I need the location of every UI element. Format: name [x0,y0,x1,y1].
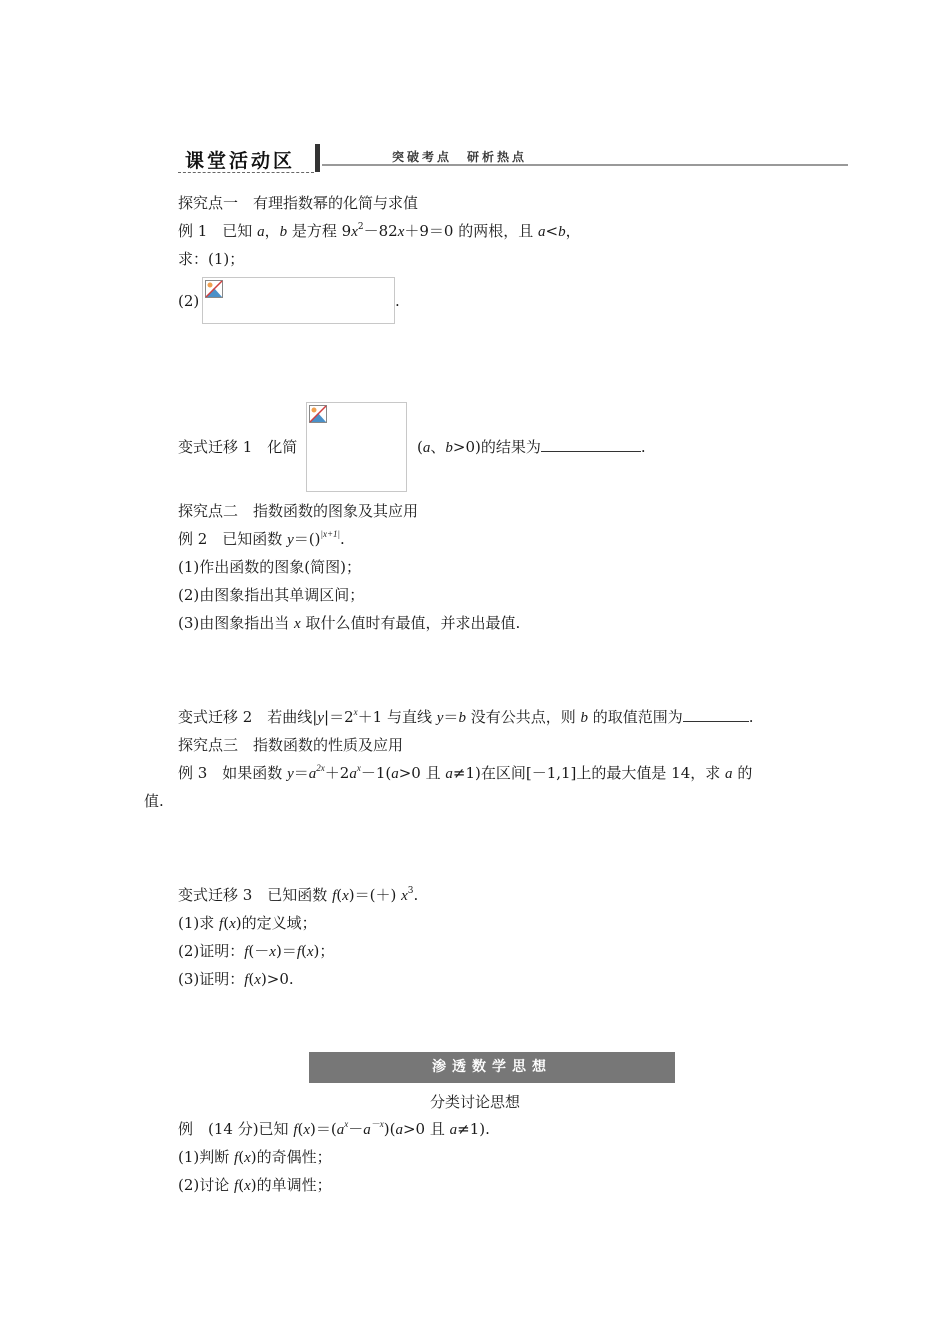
answer-blank[interactable] [683,709,749,722]
broken-image-icon [205,280,223,298]
variant-1-condition: (a、b>0)的结果为 . [417,438,646,456]
header-rule [322,164,848,166]
header-dashed-underline [178,172,314,173]
example-3-statement-cont: 值. [144,792,164,810]
broken-image-formula-1 [202,277,395,324]
variant-2-statement: 变式迁移 2 若曲线$|y|=2^x+1$ 与直线 y＝b 没有公共点，则 b 的取值范围为 . [178,707,754,726]
example-4-statement: 例 (14 分)已知 $f(x)=(a^x-a^{-x})(a>0$ 且 a≠1). [178,1119,490,1138]
example-2-question-2: (2)由图象指出其单调区间； [178,586,365,604]
example-2-question-3: (3)由图象指出当 x 取什么值时有最值，并求出最值. [178,614,521,632]
section-header-subtitle: 突破考点 研析热点 [392,150,528,164]
variant-3-question-3: (3)证明：f(x)>0. [178,970,294,988]
broken-image-formula-2 [306,402,407,492]
topic-1-heading: 探究点一 有理指数幂的化简与求值 [178,194,419,212]
section-subtitle: 分类讨论思想 [429,1093,520,1111]
example-3-statement: 例 3 如果函数 $y=a^{2x}+2a^x-1(a>0$ 且 a≠1)在区间[－1,1]上的最大值是 14，求 a 的 [178,763,753,782]
section-header-title: 课堂活动区 [185,150,296,172]
variant-3-question-1: (1)求 f(x)的定义域； [178,914,317,932]
topic-3-heading: 探究点三 指数函数的性质及应用 [178,736,404,754]
example-2-question-1: (1)作出函数的图象(简图)； [178,558,361,576]
variant-1-label: 变式迁移 1 化简 [178,438,298,456]
section-banner: 渗透数学思想 [309,1052,675,1083]
answer-blank[interactable] [541,439,641,452]
example-1-question-1: 求：(1)； [178,250,245,268]
variant-3-statement: 变式迁移 3 已知函数 f(x)＝(＋) $x^3$. [178,886,419,904]
variant-3-question-2: (2)证明：f(－x)＝f(x)； [178,942,335,960]
example-4-question-1: (1)判断 f(x)的奇偶性； [178,1148,332,1166]
example-1-question-2-label: (2) [178,292,200,310]
example-2-statement: 例 2 已知函数 y＝()$^{|x+1|}$. [178,529,345,548]
example-4-question-2: (2)讨论 f(x)的单调性； [178,1176,332,1194]
example-1-statement: 例 1 已知 a，b 是方程 $9x^2-82x+9=0$ 的两根，且 a<b， [178,222,581,240]
example-1-end-period: . [395,292,400,310]
topic-2-heading: 探究点二 指数函数的图象及其应用 [178,502,419,520]
header-divider-bar [315,144,320,172]
broken-image-icon [309,405,327,423]
